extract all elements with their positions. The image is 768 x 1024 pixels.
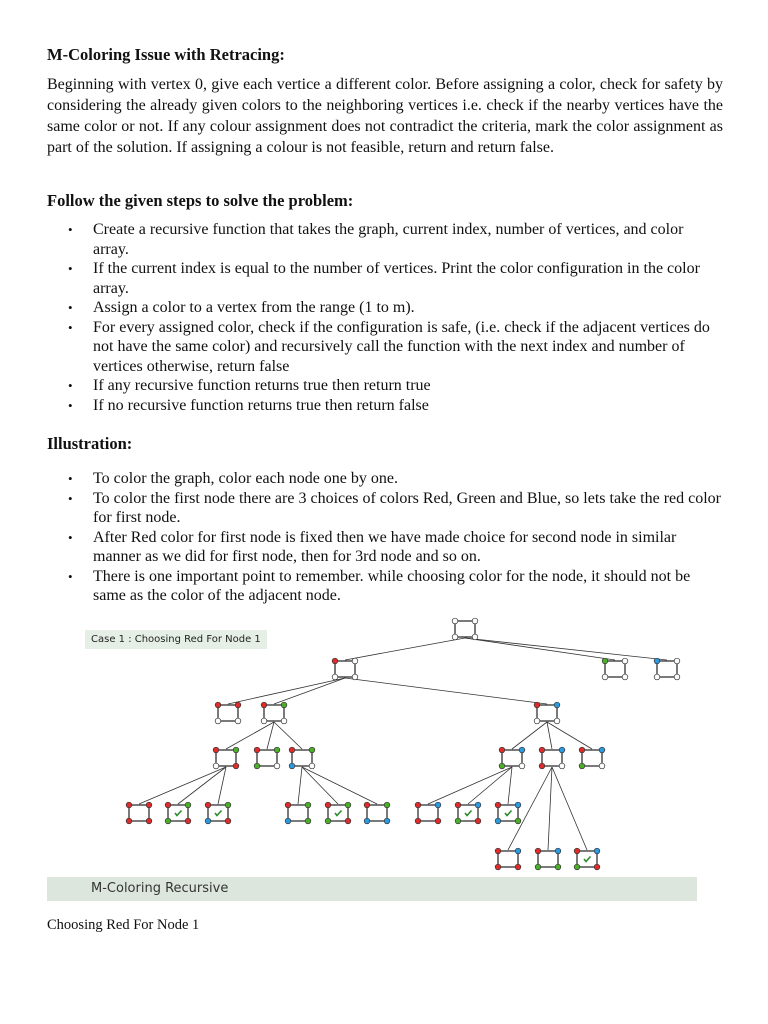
graph-vertex	[599, 763, 605, 769]
graph-vertex	[205, 818, 211, 824]
figure-caption: Choosing Red For Node 1	[47, 917, 200, 933]
graph-node-square	[657, 661, 677, 677]
graph-vertex	[352, 658, 358, 664]
graph-vertex	[674, 674, 680, 680]
graph-vertex	[261, 702, 267, 708]
graph-vertex	[146, 802, 152, 808]
graph-vertex	[519, 747, 525, 753]
tree-edge	[345, 638, 465, 660]
graph-node-square	[367, 805, 387, 821]
graph-node-square	[288, 805, 308, 821]
graph-vertex	[305, 802, 311, 808]
graph-vertex	[435, 802, 441, 808]
graph-node-square	[418, 805, 438, 821]
graph-vertex	[274, 747, 280, 753]
list-item: • Create a recursive function that takes the graph, current index, number of vertices, and color array.	[47, 220, 723, 259]
graph-vertex	[594, 864, 600, 870]
graph-vertex	[594, 848, 600, 854]
graph-vertex	[622, 658, 628, 664]
graph-vertex	[345, 818, 351, 824]
illustration-list	[47, 469, 723, 606]
graph-vertex	[289, 763, 295, 769]
graph-vertex	[215, 702, 221, 708]
graph-vertex	[534, 718, 540, 724]
tree-edge	[465, 638, 615, 660]
graph-vertex	[261, 718, 267, 724]
list-item: • For every assigned color, check if the configuration is safe, (i.e. check if the adjacent vertices do not have the same color) and recursively call the function with the next index and number of vertices otherwise, return false	[47, 318, 723, 377]
tree-edge	[547, 722, 592, 749]
graph-vertex	[495, 802, 501, 808]
tree-edge	[274, 678, 345, 704]
graph-vertex	[555, 848, 561, 854]
list-item: • If no recursive function returns true then return false	[47, 396, 723, 416]
graph-vertex	[599, 747, 605, 753]
graph-vertex	[289, 747, 295, 753]
graph-vertex	[574, 864, 580, 870]
graph-vertex	[539, 763, 545, 769]
graph-vertex	[472, 634, 478, 640]
graph-vertex	[579, 763, 585, 769]
intro-paragraph: Beginning with vertex 0, give each vertice a different color. Before assigning a color, check for safety by considering the already given colors to the neighboring vertices i.e. check if the nearby vertices have the same color or not. If any colour assignment does not contradict the criteria, mark the color assignment as part of the solution. If assigning a colour is not feasible, return and return false.	[47, 76, 723, 156]
graph-vertex	[475, 802, 481, 808]
list-item: • After Red color for first node is fixed then we have made choice for second node in similar manner as we did for first node, then for 3rd node and so on.	[47, 528, 723, 567]
illustration-heading: Illustration:	[47, 434, 133, 453]
graph-node-square	[257, 750, 277, 766]
graph-vertex	[274, 763, 280, 769]
graph-vertex	[519, 763, 525, 769]
graph-vertex	[559, 763, 565, 769]
graph-node-square	[292, 750, 312, 766]
graph-node-square	[498, 851, 518, 867]
graph-vertex	[499, 747, 505, 753]
graph-vertex	[515, 864, 521, 870]
graph-node-square	[328, 805, 348, 821]
graph-vertex	[285, 802, 291, 808]
graph-vertex	[309, 763, 315, 769]
graph-vertex	[185, 802, 191, 808]
graph-vertex	[499, 763, 505, 769]
graph-vertex	[332, 674, 338, 680]
tree-edge	[552, 767, 587, 850]
graph-vertex	[345, 802, 351, 808]
graph-vertex	[364, 818, 370, 824]
graph-vertex	[654, 658, 660, 664]
graph-node-square	[168, 805, 188, 821]
tree-edge	[547, 722, 552, 749]
tree-edge	[345, 678, 547, 704]
graph-vertex	[622, 674, 628, 680]
graph-node-square	[216, 750, 236, 766]
tree-edge	[274, 722, 302, 749]
graph-vertex	[452, 618, 458, 624]
graph-vertex	[554, 702, 560, 708]
graph-vertex	[452, 634, 458, 640]
graph-vertex	[574, 848, 580, 854]
graph-vertex	[233, 763, 239, 769]
graph-vertex	[254, 747, 260, 753]
tree-edge	[508, 767, 512, 804]
graph-vertex	[309, 747, 315, 753]
list-item: • There is one important point to remember. while choosing color for the node, it should not be same as the color of the adjacent node.	[47, 567, 723, 606]
graph-vertex	[126, 802, 132, 808]
graph-vertex	[455, 802, 461, 808]
graph-vertex	[535, 864, 541, 870]
graph-node-square	[537, 705, 557, 721]
graph-node-square	[129, 805, 149, 821]
recursion-tree-diagram	[47, 611, 697, 877]
graph-vertex	[674, 658, 680, 664]
graph-vertex	[225, 802, 231, 808]
graph-vertex	[213, 747, 219, 753]
tree-edge	[226, 722, 274, 749]
graph-vertex	[235, 702, 241, 708]
steps-heading: Follow the given steps to solve the problem:	[47, 191, 354, 210]
graph-node-square	[335, 661, 355, 677]
graph-vertex	[233, 747, 239, 753]
graph-vertex	[384, 818, 390, 824]
graph-vertex	[435, 818, 441, 824]
graph-node-square	[455, 621, 475, 637]
tree-edge	[267, 722, 274, 749]
steps-list	[47, 220, 723, 415]
graph-vertex	[654, 674, 660, 680]
graph-vertex	[384, 802, 390, 808]
figure-footer	[47, 877, 697, 901]
graph-vertex	[554, 718, 560, 724]
figure-footer-label: M-Coloring Recursive	[91, 881, 229, 896]
tree-edge	[302, 767, 377, 804]
graph-node-square	[582, 750, 602, 766]
graph-vertex	[285, 818, 291, 824]
graph-vertex	[305, 818, 311, 824]
graph-vertex	[602, 674, 608, 680]
graph-vertex	[281, 702, 287, 708]
graph-vertex	[126, 818, 132, 824]
list-item: • If the current index is equal to the number of vertices. Print the color configuration in the color array.	[47, 259, 723, 298]
graph-vertex	[165, 802, 171, 808]
graph-vertex	[535, 848, 541, 854]
graph-vertex	[602, 658, 608, 664]
graph-vertex	[455, 818, 461, 824]
tree-edge	[428, 767, 512, 804]
graph-vertex	[472, 618, 478, 624]
tree-edge	[298, 767, 302, 804]
graph-vertex	[364, 802, 370, 808]
graph-vertex	[352, 674, 358, 680]
tree-edge	[465, 638, 667, 660]
list-item: • If any recursive function returns true then return true	[47, 376, 723, 396]
graph-vertex	[213, 763, 219, 769]
graph-node-square	[577, 851, 597, 867]
tree-edge	[139, 767, 226, 804]
graph-node-square	[264, 705, 284, 721]
section-title: M-Coloring Issue with Retracing:	[47, 45, 285, 64]
graph-vertex	[495, 848, 501, 854]
tree-edge	[512, 722, 547, 749]
graph-vertex	[559, 747, 565, 753]
graph-vertex	[165, 818, 171, 824]
graph-node-square	[538, 851, 558, 867]
tree-edge	[228, 678, 345, 704]
case-label: Case 1 : Choosing Red For Node 1	[85, 630, 267, 649]
graph-vertex	[495, 818, 501, 824]
graph-vertex	[415, 802, 421, 808]
list-item: • To color the graph, color each node one by one.	[47, 469, 723, 489]
graph-vertex	[475, 818, 481, 824]
tree-edge	[302, 767, 338, 804]
graph-node-square	[502, 750, 522, 766]
graph-vertex	[325, 802, 331, 808]
graph-vertex	[215, 718, 221, 724]
graph-vertex	[225, 818, 231, 824]
graph-node-square	[605, 661, 625, 677]
graph-vertex	[539, 747, 545, 753]
graph-node-square	[542, 750, 562, 766]
graph-vertex	[415, 818, 421, 824]
graph-vertex	[515, 802, 521, 808]
graph-node-square	[498, 805, 518, 821]
graph-vertex	[534, 702, 540, 708]
graph-vertex	[281, 718, 287, 724]
graph-vertex	[332, 658, 338, 664]
tree-edge	[468, 767, 512, 804]
graph-vertex	[205, 802, 211, 808]
tree-edge	[548, 767, 552, 850]
graph-node-square	[458, 805, 478, 821]
graph-vertex	[579, 747, 585, 753]
graph-node-square	[218, 705, 238, 721]
graph-vertex	[146, 818, 152, 824]
graph-vertex	[254, 763, 260, 769]
graph-vertex	[325, 818, 331, 824]
graph-vertex	[555, 864, 561, 870]
list-item: • To color the first node there are 3 choices of colors Red, Green and Blue, so lets take the red color for first node.	[47, 489, 723, 528]
recursion-tree-figure	[47, 611, 697, 901]
graph-vertex	[515, 818, 521, 824]
list-item: • Assign a color to a vertex from the range (1 to m).	[47, 298, 723, 318]
graph-vertex	[515, 848, 521, 854]
graph-vertex	[235, 718, 241, 724]
graph-vertex	[185, 818, 191, 824]
graph-node-square	[208, 805, 228, 821]
graph-vertex	[495, 864, 501, 870]
